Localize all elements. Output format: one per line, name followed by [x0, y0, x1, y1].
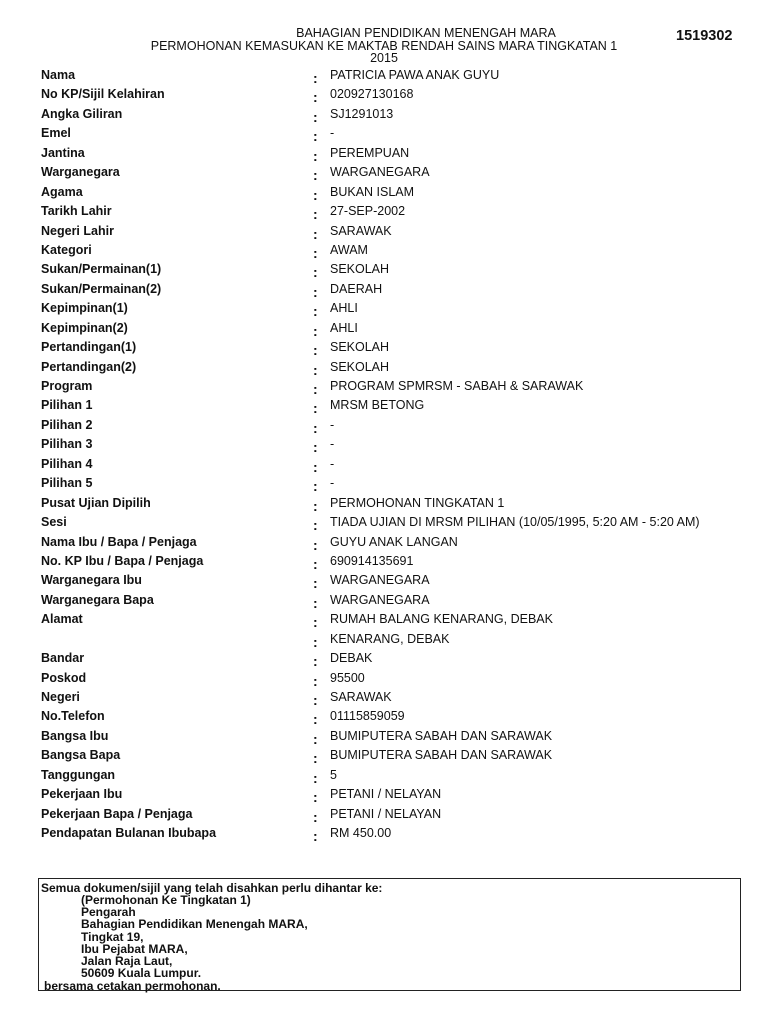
field-row [0, 377, 768, 396]
field-separator: : [313, 730, 318, 747]
field-label: Bangsa Ibu [41, 728, 109, 743]
field-row [0, 513, 768, 532]
field-value: AHLI [330, 320, 358, 335]
field-label: Kategori [41, 242, 92, 257]
field-label: No KP/Sijil Kelahiran [41, 87, 165, 102]
field-label: Sukan/Permainan(1) [41, 262, 162, 277]
field-value: WARGANEGARA [330, 165, 430, 180]
field-value: 690914135691 [330, 553, 414, 568]
field-label: Pilihan 4 [41, 456, 93, 471]
field-separator: : [313, 750, 318, 767]
field-label: No. KP Ibu / Bapa / Penjaga [41, 553, 204, 568]
field-label: Poskod [41, 670, 87, 685]
field-value: DEBAK [330, 651, 373, 666]
field-separator: : [313, 400, 318, 417]
field-separator: : [313, 458, 318, 475]
address-line: Pengarah [81, 905, 136, 920]
address-line: Ibu Pejabat MARA, [81, 941, 188, 956]
reference-number: 1519302 [676, 28, 733, 44]
field-value: SEKOLAH [330, 340, 390, 355]
field-value: PETANI / NELAYAN [330, 806, 442, 821]
field-row [0, 669, 768, 688]
field-separator: : [313, 264, 318, 281]
field-value: - [330, 456, 335, 471]
field-separator: : [313, 828, 318, 845]
field-separator: : [313, 536, 318, 553]
field-row [0, 280, 768, 299]
field-label: Program [41, 379, 93, 393]
field-label: Pusat Ujian Dipilih [41, 495, 151, 510]
field-row [0, 552, 768, 571]
field-row [0, 124, 768, 143]
field-label: Bangsa Bapa [41, 748, 121, 763]
field-value: - [330, 417, 335, 432]
field-value: PATRICIA PAWA ANAK GUYU [330, 68, 500, 82]
field-row [0, 105, 768, 124]
field-row [0, 163, 768, 182]
address-line: Bahagian Pendidikan Menengah MARA, [81, 917, 308, 932]
field-value: RM 450.00 [330, 826, 392, 841]
field-label: Negeri [41, 690, 80, 704]
field-label: Emel [41, 126, 71, 141]
field-separator: : [313, 575, 318, 592]
field-value: - [330, 476, 335, 491]
field-separator: : [313, 594, 318, 611]
field-label: No.Telefon [41, 709, 105, 724]
field-separator: : [313, 225, 318, 242]
field-label: Warganegara [41, 165, 120, 180]
field-label: Sesi [41, 515, 67, 530]
notice-intro: Semua dokumen/sijil yang telah disahkan perlu dihantar ke: [41, 881, 383, 895]
field-row [0, 824, 768, 843]
application-fields [0, 66, 768, 844]
field-value: - [330, 437, 335, 452]
field-row [0, 494, 768, 513]
field-separator: : [313, 439, 318, 456]
field-label: Pekerjaan Ibu [41, 787, 123, 802]
field-row [0, 299, 768, 318]
address-line: 50609 Kuala Lumpur. [81, 966, 202, 981]
field-row [0, 319, 768, 338]
field-separator: : [313, 653, 318, 670]
field-label: Sukan/Permainan(2) [41, 281, 162, 296]
field-label: Pilihan 3 [41, 437, 93, 452]
field-row [0, 591, 768, 610]
field-row [0, 396, 768, 415]
field-label: Tarikh Lahir [41, 204, 112, 219]
address-line: (Permohonan Ke Tingkatan 1) [81, 893, 251, 907]
field-row [0, 435, 768, 454]
field-value: PROGRAM SPMRSM - SABAH & SARAWAK [330, 379, 584, 393]
notice-address [81, 894, 308, 979]
field-value: KENARANG, DEBAK [330, 631, 450, 646]
field-separator: : [313, 361, 318, 378]
field-value: SARAWAK [330, 690, 392, 704]
field-value: WARGANEGARA [330, 573, 430, 588]
field-value: TIADA UJIAN DI MRSM PILIHAN (10/05/1995, 5:20 AM - 5:20 AM) [330, 515, 700, 530]
field-separator: : [313, 206, 318, 223]
field-row [0, 474, 768, 493]
field-separator: : [313, 244, 318, 261]
field-label: Pendapatan Bulanan Ibubapa [41, 826, 217, 841]
field-row [0, 766, 768, 785]
field-label: Kepimpinan(1) [41, 301, 128, 316]
field-value: MRSM BETONG [330, 398, 425, 413]
field-separator: : [313, 769, 318, 786]
field-value: 95500 [330, 670, 365, 685]
field-label: Nama Ibu / Bapa / Penjaga [41, 534, 197, 549]
field-value: 01115859059 [330, 709, 405, 724]
field-row [0, 144, 768, 163]
field-row [0, 455, 768, 474]
field-separator: : [313, 711, 318, 728]
field-value: WARGANEGARA [330, 592, 430, 607]
field-value: 5 [330, 767, 337, 782]
field-label: Alamat [41, 612, 83, 627]
header-line-1: BAHAGIAN PENDIDIKAN MENENGAH MARA [296, 26, 556, 40]
field-label: Pilihan 2 [41, 417, 93, 432]
field-label: Warganegara Ibu [41, 573, 142, 588]
field-separator: : [313, 89, 318, 106]
field-row [0, 260, 768, 279]
field-value: 020927130168 [330, 87, 414, 102]
field-row [0, 649, 768, 668]
field-label: Bandar [41, 651, 85, 666]
field-value: GUYU ANAK LANGAN [330, 534, 458, 549]
field-row [0, 66, 768, 85]
field-row [0, 707, 768, 726]
field-label: Pertandingan(1) [41, 340, 137, 355]
field-separator: : [313, 478, 318, 495]
field-separator: : [313, 497, 318, 514]
field-value: PERMOHONAN TINGKATAN 1 [330, 495, 505, 510]
field-row [0, 533, 768, 552]
field-separator: : [313, 614, 318, 631]
field-label: Negeri Lahir [41, 223, 114, 238]
header-line-2: PERMOHONAN KEMASUKAN KE MAKTAB RENDAH SAINS MARA TINGKATAN 1 [150, 39, 618, 53]
field-label: Pilihan 5 [41, 476, 93, 491]
field-value: - [330, 126, 335, 141]
field-row [0, 183, 768, 202]
field-row [0, 688, 768, 707]
field-row [0, 241, 768, 260]
field-label: Angka Giliran [41, 106, 123, 121]
field-value: PEREMPUAN [330, 145, 410, 160]
field-value: SEKOLAH [330, 359, 390, 374]
field-separator: : [313, 517, 318, 534]
field-value: SARAWAK [330, 223, 392, 238]
field-row [0, 358, 768, 377]
field-separator: : [313, 342, 318, 359]
field-label: Warganegara Bapa [41, 592, 154, 607]
notice-closing: bersama cetakan permohonan. [44, 979, 221, 993]
field-row [0, 727, 768, 746]
field-separator: : [313, 108, 318, 125]
field-separator: : [313, 633, 318, 650]
field-separator: : [313, 186, 318, 203]
field-separator: : [313, 419, 318, 436]
field-separator: : [313, 167, 318, 184]
field-row [0, 785, 768, 804]
field-separator: : [313, 147, 318, 164]
field-value: BUMIPUTERA SABAH DAN SARAWAK [330, 748, 553, 763]
field-separator: : [313, 70, 318, 86]
address-line: Tingkat 19, [81, 929, 144, 944]
field-separator: : [313, 303, 318, 320]
field-row [0, 805, 768, 824]
field-row [0, 338, 768, 357]
document-notice-box [38, 878, 741, 991]
address-line: Jalan Raja Laut, [81, 954, 173, 969]
field-separator: : [313, 283, 318, 300]
field-value: 27-SEP-2002 [330, 204, 406, 219]
field-value: BUKAN ISLAM [330, 184, 415, 199]
field-value: BUMIPUTERA SABAH DAN SARAWAK [330, 728, 553, 743]
field-row [0, 222, 768, 241]
field-row [0, 610, 768, 629]
field-row [0, 571, 768, 590]
field-value: SJ1291013 [330, 106, 394, 121]
field-value: SEKOLAH [330, 262, 390, 277]
field-separator: : [313, 381, 318, 397]
field-label: Pekerjaan Bapa / Penjaga [41, 806, 193, 821]
field-value: RUMAH BALANG KENARANG, DEBAK [330, 612, 553, 627]
field-row [0, 746, 768, 765]
field-value: AHLI [330, 301, 358, 316]
field-row [0, 416, 768, 435]
header-year: 2015 [370, 51, 398, 65]
field-value: DAERAH [330, 281, 383, 296]
field-separator: : [313, 555, 318, 572]
field-label: Pertandingan(2) [41, 359, 137, 374]
field-separator: : [313, 789, 318, 806]
field-separator: : [313, 808, 318, 825]
field-label: Tanggungan [41, 767, 116, 782]
field-row [0, 85, 768, 104]
field-value: AWAM [330, 242, 368, 257]
field-row [0, 202, 768, 221]
field-value: PETANI / NELAYAN [330, 787, 442, 802]
field-label: Nama [41, 68, 76, 82]
field-label: Kepimpinan(2) [41, 320, 128, 335]
field-separator: : [313, 322, 318, 339]
field-row [0, 630, 768, 649]
field-separator: : [313, 128, 318, 145]
field-separator: : [313, 672, 318, 689]
field-label: Agama [41, 184, 83, 199]
field-label: Pilihan 1 [41, 398, 93, 413]
field-separator: : [313, 692, 318, 708]
field-label: Jantina [41, 145, 85, 160]
